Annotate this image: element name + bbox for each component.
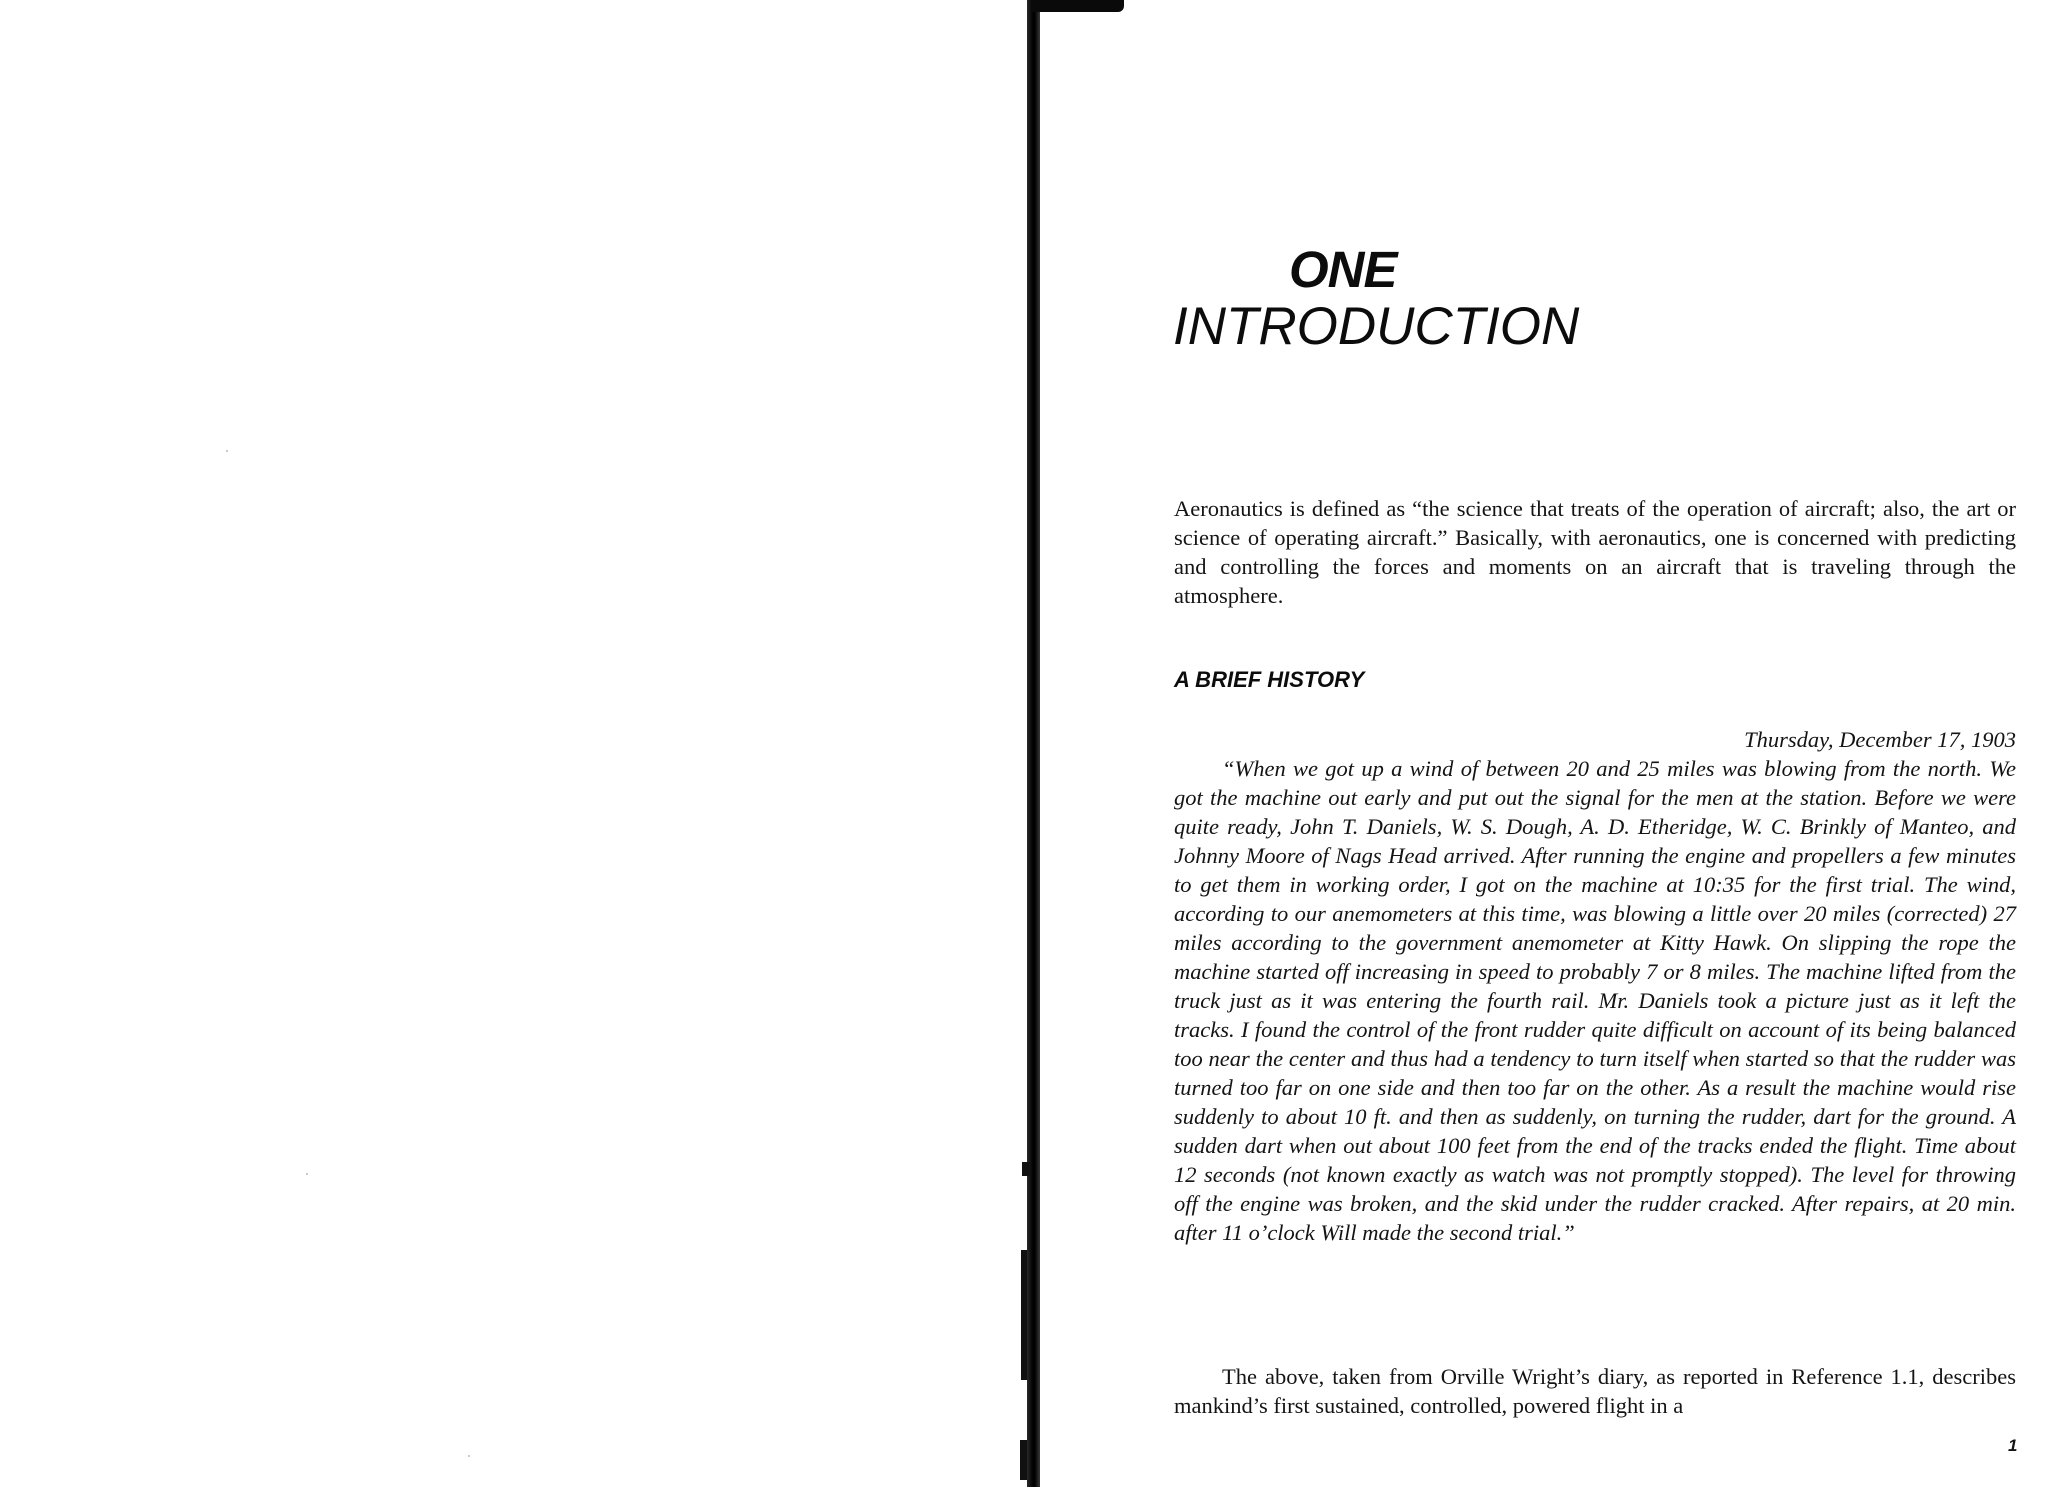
section-heading: A BRIEF HISTORY: [1174, 667, 1365, 692]
diary-quote: “When we got up a wind of between 20 and 25 miles was blowing from the north. We got the machine out early and put out the signal for the men at the station. Before we were quite ready, John T. Daniels, W. S. Dough, A. D. Etheridge, W. C. Brinkly of Manteo, and Johnny Moore of Nags Head arrived. After running the engine and propellers a few minutes to get them in working order, I got on the machine at 10:35 for the first trial. The wind, according to our anemometers at this time, was blowing a little over 20 miles (corrected) 27 miles according to the government anemometer at Kitty Hawk. On slipping the rope the machine started off increasing in speed to probably 7 or 8 miles. The machine lifted from the truck just as it was entering the fourth rail. Mr. Daniels took a picture just as it left the tracks. I found the control of the front rudder quite difficult on account of its being balanced too near the center and thus had a tendency to turn itself when started so that the rudder was turned too far on one side and then too far on the other. As a result the machine would rise suddenly to about 10 ft. and then as suddenly, on turning the rudder, dart for the ground. A sudden dart when out about 100 feet from the end of the tracks ended the flight. Time about 12 seconds (not known exactly as watch was not promptly stopped). The level for throwing off the engine was broken, and the skid under the rudder cracked. After repairs, at 20 min. after 11 o’clock Will made the second trial.”: [1174, 756, 2016, 1245]
gutter-shadow: [1027, 0, 1040, 1487]
closing-paragraph: The above, taken from Orville Wright’s diary, as reported in Reference 1.1, describes mankind’s first sustained, controlled, powered flight in a: [1174, 1364, 2016, 1418]
gutter-mark: [1021, 1250, 1027, 1380]
gutter-mark: [1020, 1440, 1027, 1480]
scan-speck: [226, 450, 228, 452]
page-number: 1: [2008, 1436, 2018, 1455]
gutter-mark: [1022, 1162, 1030, 1176]
right-page: [1046, 0, 2048, 1487]
chapter-title: INTRODUCTION: [1173, 297, 1580, 356]
chapter-number: ONE: [1289, 241, 1397, 298]
scan-speck: [468, 1455, 470, 1457]
diary-date: Thursday, December 17, 1903: [1744, 727, 2016, 752]
intro-paragraph: Aeronautics is defined as “the science that treats of the operation of aircraft; also, the art or science of operating aircraft.” Basically, with aeronautics, one is concerned with predicting and controlling the forces and moments on an aircraft that is traveling through the atmosphere.: [1174, 496, 2016, 608]
book-gutter: [1018, 0, 1046, 1487]
left-page-blank: [0, 0, 1015, 1487]
scan-speck: [306, 1173, 308, 1175]
